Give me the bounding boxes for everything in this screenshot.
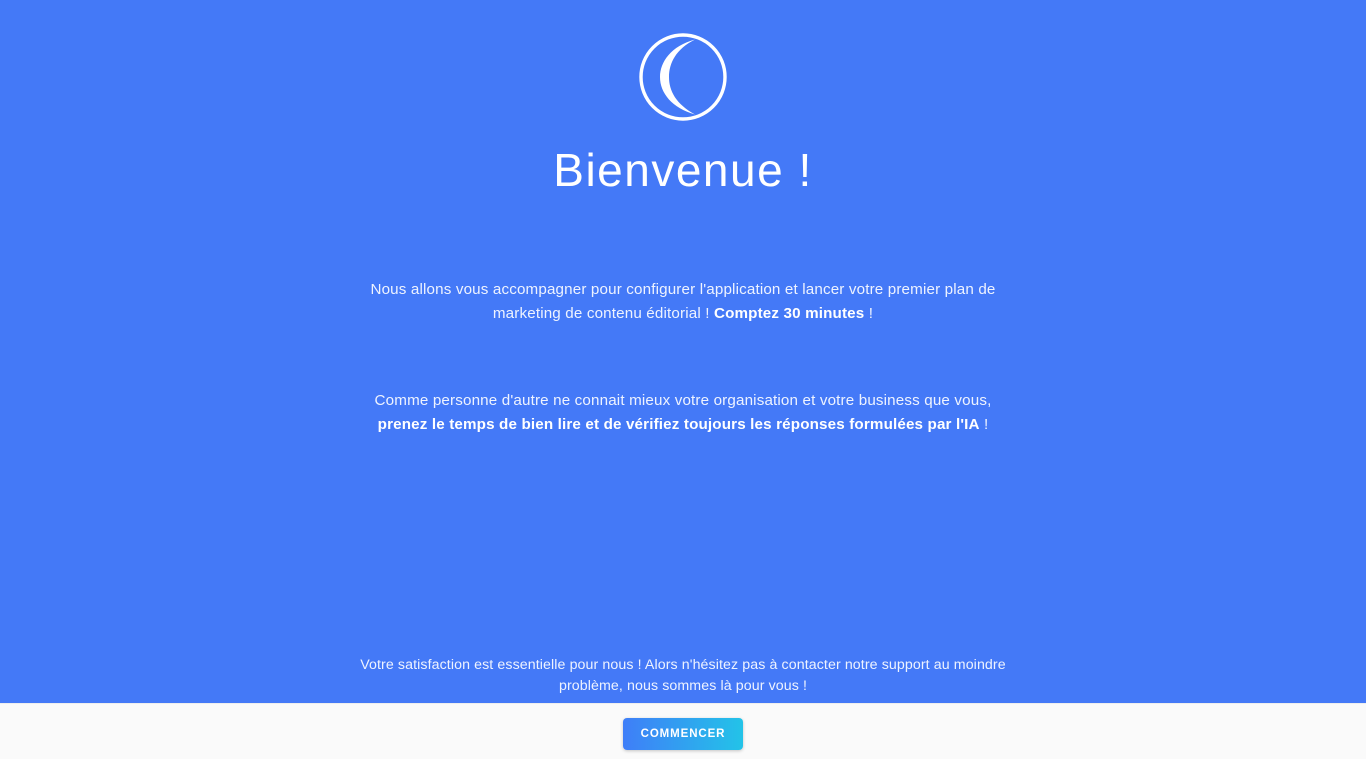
intro-paragraph-1	[363, 278, 1003, 325]
crescent-circle-logo-icon	[638, 32, 728, 122]
intro-paragraphs	[363, 278, 1003, 448]
intro-paragraph-2-text: Comme personne d'autre ne connait mieux votre organisation et votre business que vous,	[374, 392, 992, 410]
intro-paragraph-2	[363, 389, 1003, 436]
page-title: Bienvenue !	[553, 144, 813, 196]
intro-paragraph-2-tail: !	[983, 415, 989, 433]
app-logo	[638, 27, 728, 127]
intro-paragraph-1-emphasis: Comptez 30 minutes	[713, 304, 865, 322]
start-button[interactable]: COMMENCER	[623, 718, 744, 750]
footer-bar	[0, 703, 1366, 759]
intro-paragraph-1-tail: !	[868, 304, 874, 322]
intro-paragraph-2-emphasis: prenez le temps de bien lire et de vérifiez toujours les réponses formulées par l'IA	[377, 415, 980, 433]
support-note: Votre satisfaction est essentielle pour nous ! Alors n'hésitez pas à contacter notre support au moindre problème, nous sommes là pour vous !	[360, 657, 1006, 695]
intro-paragraph-1-text: Nous allons vous accompagner pour configurer l'application et lancer votre premier plan de marketing de contenu éditorial !	[370, 281, 996, 322]
